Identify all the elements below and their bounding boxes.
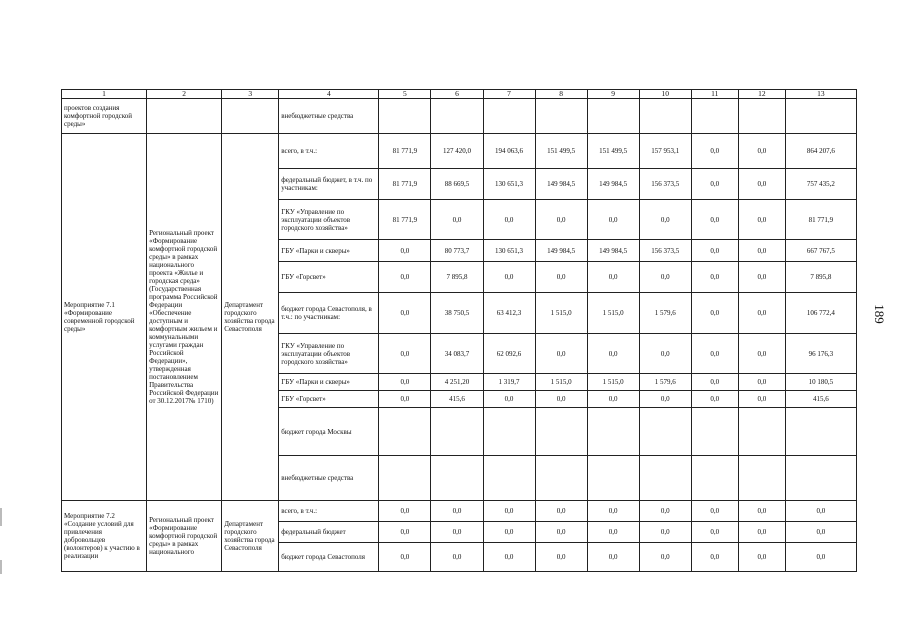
project-cell: Региональный проект «Формирование комфортной городской среды» в рамках национального проекта «Жилье и городская среда» (Государственная программа Российской Федерации «Обеспечение доступным и комфортным жильем и коммунальными услугами граждан Российской Федерации», утвержденная постановлением Правительства Российской Федерации от 30.12.2017№ 1710)	[147, 134, 222, 501]
value-cell: 156 373,5	[639, 240, 691, 262]
value-cell: 0,0	[691, 522, 738, 543]
value-cell: 415,6	[431, 391, 483, 408]
value-cell	[639, 456, 691, 501]
value-cell: 81 771,9	[785, 200, 856, 240]
value-cell: 0,0	[738, 293, 785, 334]
value-cell: 0,0	[691, 334, 738, 374]
value-cell: 0,0	[535, 334, 587, 374]
value-cell: 0,0	[587, 543, 639, 572]
value-cell: 7 895,8	[785, 262, 856, 293]
value-cell: 149 984,5	[535, 240, 587, 262]
value-cell: 757 435,2	[785, 169, 856, 200]
value-cell: 0,0	[535, 522, 587, 543]
column-number-1: 1	[62, 90, 147, 99]
funding-source-cell: всего, в т.ч.:	[279, 134, 379, 169]
value-cell: 1 579,6	[639, 374, 691, 391]
value-cell	[785, 456, 856, 501]
value-cell	[431, 456, 483, 501]
value-cell: 81 771,9	[379, 200, 431, 240]
value-cell	[483, 99, 535, 134]
value-cell: 864 207,6	[785, 134, 856, 169]
value-cell: 0,0	[535, 543, 587, 572]
value-cell: 0,0	[535, 262, 587, 293]
column-number-11: 11	[691, 90, 738, 99]
value-cell	[535, 408, 587, 456]
value-cell: 0,0	[785, 522, 856, 543]
value-cell: 0,0	[691, 374, 738, 391]
value-cell: 0,0	[738, 240, 785, 262]
value-cell	[639, 99, 691, 134]
value-cell: 0,0	[691, 169, 738, 200]
value-cell: 0,0	[431, 543, 483, 572]
value-cell: 0,0	[379, 501, 431, 522]
value-cell: 0,0	[379, 334, 431, 374]
value-cell	[379, 456, 431, 501]
value-cell: 1 515,0	[535, 374, 587, 391]
value-cell: 0,0	[691, 391, 738, 408]
value-cell: 0,0	[431, 501, 483, 522]
value-cell: 0,0	[431, 200, 483, 240]
value-cell: 127 420,0	[431, 134, 483, 169]
value-cell	[483, 408, 535, 456]
value-cell: 1 319,7	[483, 374, 535, 391]
value-cell: 0,0	[691, 501, 738, 522]
project-cell	[147, 99, 222, 134]
column-number-5: 5	[379, 90, 431, 99]
value-cell: 96 176,3	[785, 334, 856, 374]
value-cell: 0,0	[639, 501, 691, 522]
value-cell	[738, 456, 785, 501]
funding-source-cell: бюджет города Москвы	[279, 408, 379, 456]
value-cell: 0,0	[691, 262, 738, 293]
value-cell: 0,0	[639, 522, 691, 543]
value-cell: 151 499,5	[587, 134, 639, 169]
column-number-12: 12	[738, 90, 785, 99]
value-cell: 7 895,8	[431, 262, 483, 293]
funding-source-cell: ГБУ «Горсвет»	[279, 262, 379, 293]
funding-source-cell: всего, в т.ч.:	[279, 501, 379, 522]
value-cell	[535, 456, 587, 501]
funding-source-cell: ГБУ «Парки и скверы»	[279, 374, 379, 391]
value-cell: 0,0	[738, 374, 785, 391]
value-cell	[738, 99, 785, 134]
value-cell: 0,0	[587, 501, 639, 522]
value-cell: 80 773,7	[431, 240, 483, 262]
column-number-7: 7	[483, 90, 535, 99]
value-cell: 0,0	[535, 391, 587, 408]
measure-cell: Мероприятие 7.1 «Формирование современной городской среды»	[62, 134, 147, 501]
value-cell: 130 651,3	[483, 169, 535, 200]
project-cell: Региональный проект «Формирование комфортной городской среды» в рамках национального	[147, 501, 222, 572]
value-cell: 0,0	[587, 334, 639, 374]
value-cell: 0,0	[587, 200, 639, 240]
funding-source-cell: федеральный бюджет, в т.ч. по участникам:	[279, 169, 379, 200]
value-cell: 149 984,5	[587, 169, 639, 200]
value-cell: 0,0	[379, 374, 431, 391]
value-cell: 0,0	[738, 134, 785, 169]
value-cell: 0,0	[785, 543, 856, 572]
value-cell	[587, 456, 639, 501]
table-row	[62, 134, 857, 169]
value-cell: 62 092,6	[483, 334, 535, 374]
value-cell	[691, 408, 738, 456]
funding-source-cell: ГКУ «Управление по эксплуатации объектов городского хозяйства»	[279, 200, 379, 240]
value-cell: 0,0	[483, 522, 535, 543]
measure-cell: проектов создания комфортной городской среды»	[62, 99, 147, 134]
value-cell: 0,0	[379, 522, 431, 543]
value-cell: 0,0	[738, 522, 785, 543]
funding-source-cell: ГБУ «Горсвет»	[279, 391, 379, 408]
value-cell: 10 180,5	[785, 374, 856, 391]
column-number-3: 3	[222, 90, 279, 99]
value-cell: 0,0	[379, 240, 431, 262]
column-number-2: 2	[147, 90, 222, 99]
executor-cell: Департамент городского хозяйства города Севастополя	[222, 134, 279, 501]
column-number-6: 6	[431, 90, 483, 99]
scan-edge-mark	[0, 508, 2, 526]
value-cell: 88 669,5	[431, 169, 483, 200]
value-cell	[691, 99, 738, 134]
value-cell	[379, 408, 431, 456]
value-cell	[785, 99, 856, 134]
value-cell: 151 499,5	[535, 134, 587, 169]
value-cell: 0,0	[639, 200, 691, 240]
value-cell	[535, 99, 587, 134]
value-cell: 0,0	[483, 262, 535, 293]
value-cell: 0,0	[483, 501, 535, 522]
value-cell: 38 750,5	[431, 293, 483, 334]
value-cell: 149 984,5	[587, 240, 639, 262]
value-cell: 34 083,7	[431, 334, 483, 374]
value-cell: 0,0	[535, 501, 587, 522]
value-cell: 0,0	[587, 522, 639, 543]
value-cell: 0,0	[738, 334, 785, 374]
value-cell: 415,6	[785, 391, 856, 408]
value-cell: 0,0	[691, 240, 738, 262]
value-cell: 667 767,5	[785, 240, 856, 262]
value-cell: 81 771,9	[379, 134, 431, 169]
value-cell	[587, 99, 639, 134]
executor-cell: Департамент городского хозяйства города Севастополя	[222, 501, 279, 572]
value-cell: 0,0	[431, 522, 483, 543]
funding-source-cell: внебюджетные средства	[279, 99, 379, 134]
funding-source-cell: ГБУ «Парки и скверы»	[279, 240, 379, 262]
value-cell: 1 515,0	[587, 293, 639, 334]
table-row	[62, 99, 857, 134]
value-cell: 0,0	[691, 293, 738, 334]
column-number-10: 10	[639, 90, 691, 99]
value-cell: 0,0	[535, 200, 587, 240]
value-cell: 0,0	[483, 391, 535, 408]
value-cell: 0,0	[587, 262, 639, 293]
value-cell	[738, 408, 785, 456]
funding-source-cell: бюджет города Севастополя	[279, 543, 379, 572]
value-cell: 106 772,4	[785, 293, 856, 334]
column-header-row	[62, 90, 857, 99]
value-cell: 157 953,1	[639, 134, 691, 169]
column-number-9: 9	[587, 90, 639, 99]
value-cell: 0,0	[639, 391, 691, 408]
executor-cell	[222, 99, 279, 134]
value-cell: 0,0	[379, 262, 431, 293]
value-cell: 0,0	[738, 262, 785, 293]
scan-edge-mark	[0, 560, 2, 574]
value-cell: 1 515,0	[535, 293, 587, 334]
measure-cell: Мероприятие 7.2 «Создание условий для привлечения добровольцев (волонтеров) к участию в реализации	[62, 501, 147, 572]
value-cell: 0,0	[483, 200, 535, 240]
value-cell: 156 373,5	[639, 169, 691, 200]
funding-source-cell: бюджет города Севастополя, в т.ч.: по участникам:	[279, 293, 379, 334]
value-cell: 0,0	[738, 169, 785, 200]
funding-source-cell: ГКУ «Управление по эксплуатации объектов городского хозяйства»	[279, 334, 379, 374]
value-cell: 0,0	[379, 293, 431, 334]
value-cell	[431, 408, 483, 456]
value-cell: 0,0	[738, 543, 785, 572]
value-cell: 194 063,6	[483, 134, 535, 169]
value-cell: 0,0	[738, 501, 785, 522]
value-cell: 0,0	[379, 543, 431, 572]
value-cell: 81 771,9	[379, 169, 431, 200]
value-cell	[483, 456, 535, 501]
budget-table	[61, 89, 857, 572]
funding-source-cell: федеральный бюджет	[279, 522, 379, 543]
value-cell	[691, 456, 738, 501]
value-cell: 0,0	[639, 334, 691, 374]
value-cell	[587, 408, 639, 456]
column-number-13: 13	[785, 90, 856, 99]
funding-source-cell: внебюджетные средства	[279, 456, 379, 501]
value-cell	[639, 408, 691, 456]
value-cell: 63 412,3	[483, 293, 535, 334]
value-cell	[785, 408, 856, 456]
value-cell: 0,0	[738, 200, 785, 240]
value-cell: 0,0	[785, 501, 856, 522]
value-cell: 0,0	[738, 391, 785, 408]
value-cell: 0,0	[379, 391, 431, 408]
value-cell: 0,0	[691, 543, 738, 572]
value-cell	[379, 99, 431, 134]
column-number-8: 8	[535, 90, 587, 99]
value-cell: 0,0	[691, 134, 738, 169]
value-cell: 0,0	[691, 200, 738, 240]
column-number-4: 4	[279, 90, 379, 99]
value-cell: 1 579,6	[639, 293, 691, 334]
value-cell: 4 251,20	[431, 374, 483, 391]
value-cell: 0,0	[639, 543, 691, 572]
page-number: 189	[871, 304, 887, 324]
value-cell	[431, 99, 483, 134]
value-cell: 0,0	[587, 391, 639, 408]
value-cell: 130 651,3	[483, 240, 535, 262]
value-cell: 0,0	[639, 262, 691, 293]
value-cell: 1 515,0	[587, 374, 639, 391]
value-cell: 149 984,5	[535, 169, 587, 200]
table-row	[62, 501, 857, 522]
value-cell: 0,0	[483, 543, 535, 572]
